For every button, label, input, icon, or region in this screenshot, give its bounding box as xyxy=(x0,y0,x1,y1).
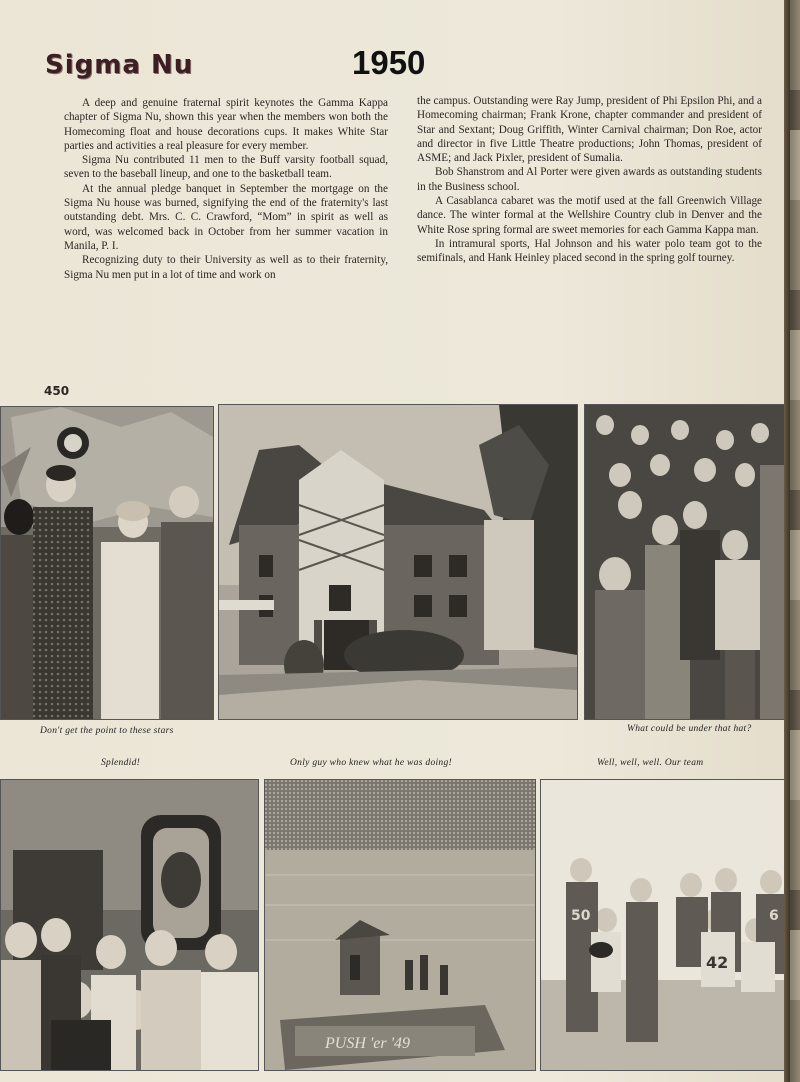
photo-chapter-house xyxy=(218,404,578,720)
jersey-number: 42 xyxy=(706,953,729,972)
photo-pajama-group xyxy=(0,406,214,720)
page-number: 450 xyxy=(44,384,70,398)
caption-center: Only guy who knew what he was doing! xyxy=(290,758,452,768)
article-column-right xyxy=(417,94,762,266)
photo-football-team xyxy=(540,779,786,1071)
jersey-number: 50 xyxy=(571,908,591,924)
photo-party-group xyxy=(0,779,259,1071)
photo-homecoming-float xyxy=(264,779,536,1071)
paragraph: A Casablanca cabaret was the motif used at the fall Greenwich Village dance. The winter formal at the Wellshire Country club in Denver and the White Rose spring formal are sweet memories for each Gamma Kappa man. xyxy=(417,195,762,236)
caption-splendid: Splendid! xyxy=(101,758,141,768)
paragraph: Recognizing duty to their University as well as to their fraternity, Sigma Nu men put in a lot of time and work on xyxy=(64,254,388,281)
paragraph: Sigma Nu contributed 11 men to the Buff varsity football squad, seven to the baseball lineup, and one to the basketball team. xyxy=(64,154,388,181)
paragraph: A deep and genuine fraternal spirit keynotes the Gamma Kappa chapter of Sigma Nu, shown this year when the members won both the Homecoming float and house decorations cups. It makes White Star parties and activities a real pleasure for every member. xyxy=(64,97,388,152)
caption-team: Well, well, well. Our team xyxy=(597,758,704,768)
paragraph: In intramural sports, Hal Johnson and his water polo team got to the semifinals, and Hank Heinley placed second in the spring golf tourney. xyxy=(417,237,762,265)
paragraph: Bob Shanstrom and Al Porter were given awards as outstanding students in the Business school. xyxy=(417,166,762,193)
paragraph: At the annual pledge banquet in September the mortgage on the Sigma Nu house was burned, signifying the end of the fraternity's last outstanding debt. Mrs. C. C. Crawford, “Mom” in spirit as well as word, was welcomed back in October from her summer vacation in Manila, P. I. xyxy=(64,182,388,252)
float-banner-text: PUSH 'er '49 xyxy=(325,1035,411,1052)
page-title: Sigma Nu xyxy=(45,50,194,80)
facing-page-edge xyxy=(790,0,800,1082)
year-heading: 1950 xyxy=(352,44,426,81)
jersey-number: 6 xyxy=(769,908,779,924)
caption-top-right: What could be under that hat? xyxy=(627,724,752,734)
caption-top-left: Don't get the point to these stars xyxy=(40,726,174,736)
article-column-left xyxy=(64,96,388,282)
photo-crowd xyxy=(584,404,786,720)
paragraph: the campus. Outstanding were Ray Jump, president of Phi Epsilon Phi, and a Homecoming chairman; Frank Krone, chapter commander and president of Star and Sextant; Doug Griffith, Winter Carnival chairman; Don Roe, actor and director in five Little Theatre productions; John Thomas, president of ASME; and Jack Pixler, president of Sumalia. xyxy=(417,95,762,165)
